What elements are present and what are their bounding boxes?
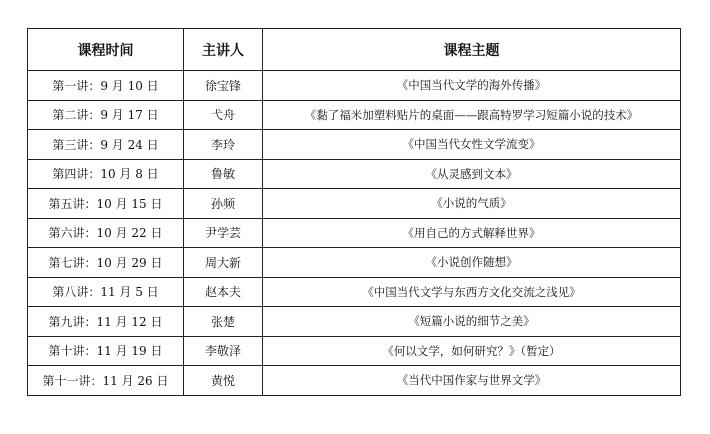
cell-time: 第九讲：11 月 12 日 <box>28 307 184 337</box>
table-row <box>28 100 681 130</box>
table-row <box>28 366 681 396</box>
cell-time: 第十一讲：11 月 26 日 <box>28 366 184 396</box>
table-row <box>28 130 681 160</box>
header-topic: 课程主题 <box>263 29 681 71</box>
cell-topic: 《用自己的方式解释世界》 <box>263 218 681 248</box>
cell-topic: 《小说的气质》 <box>263 189 681 219</box>
cell-speaker: 孙频 <box>184 189 263 219</box>
cell-speaker: 弋舟 <box>184 100 263 130</box>
table-row <box>28 159 681 189</box>
cell-speaker: 鲁敏 <box>184 159 263 189</box>
table-body <box>28 71 681 396</box>
table-header <box>28 29 681 71</box>
header-row <box>28 29 681 71</box>
cell-time: 第七讲：10 月 29 日 <box>28 248 184 278</box>
table-row <box>28 277 681 307</box>
cell-time: 第一讲：9 月 10 日 <box>28 71 184 101</box>
cell-speaker: 李玲 <box>184 130 263 160</box>
header-speaker: 主讲人 <box>184 29 263 71</box>
table-row <box>28 336 681 366</box>
cell-topic: 《从灵感到文本》 <box>263 159 681 189</box>
course-schedule-table <box>27 28 681 396</box>
table-row <box>28 248 681 278</box>
cell-topic: 《小说创作随想》 <box>263 248 681 278</box>
cell-time: 第三讲：9 月 24 日 <box>28 130 184 160</box>
cell-speaker: 周大新 <box>184 248 263 278</box>
cell-speaker: 赵本夫 <box>184 277 263 307</box>
cell-speaker: 尹学芸 <box>184 218 263 248</box>
cell-topic: 《黏了福米加塑料贴片的桌面——跟高特罗学习短篇小说的技术》 <box>263 100 681 130</box>
cell-topic: 《当代中国作家与世界文学》 <box>263 366 681 396</box>
table-row <box>28 218 681 248</box>
cell-time: 第二讲：9 月 17 日 <box>28 100 184 130</box>
cell-time: 第六讲：10 月 22 日 <box>28 218 184 248</box>
cell-speaker: 黄悦 <box>184 366 263 396</box>
table-row <box>28 189 681 219</box>
cell-topic: 《中国当代文学与东西方文化交流之浅见》 <box>263 277 681 307</box>
cell-topic: 《短篇小说的细节之美》 <box>263 307 681 337</box>
cell-time: 第十讲：11 月 19 日 <box>28 336 184 366</box>
cell-speaker: 徐宝锋 <box>184 71 263 101</box>
header-time: 课程时间 <box>28 29 184 71</box>
table-row <box>28 307 681 337</box>
cell-topic: 《中国当代文学的海外传播》 <box>263 71 681 101</box>
cell-time: 第五讲：10 月 15 日 <box>28 189 184 219</box>
cell-topic: 《中国当代女性文学流变》 <box>263 130 681 160</box>
cell-time: 第八讲：11 月 5 日 <box>28 277 184 307</box>
table-row <box>28 71 681 101</box>
cell-topic: 《何以文学，如何研究？》（暂定） <box>263 336 681 366</box>
cell-speaker: 李敬泽 <box>184 336 263 366</box>
cell-speaker: 张楚 <box>184 307 263 337</box>
cell-time: 第四讲：10 月 8 日 <box>28 159 184 189</box>
